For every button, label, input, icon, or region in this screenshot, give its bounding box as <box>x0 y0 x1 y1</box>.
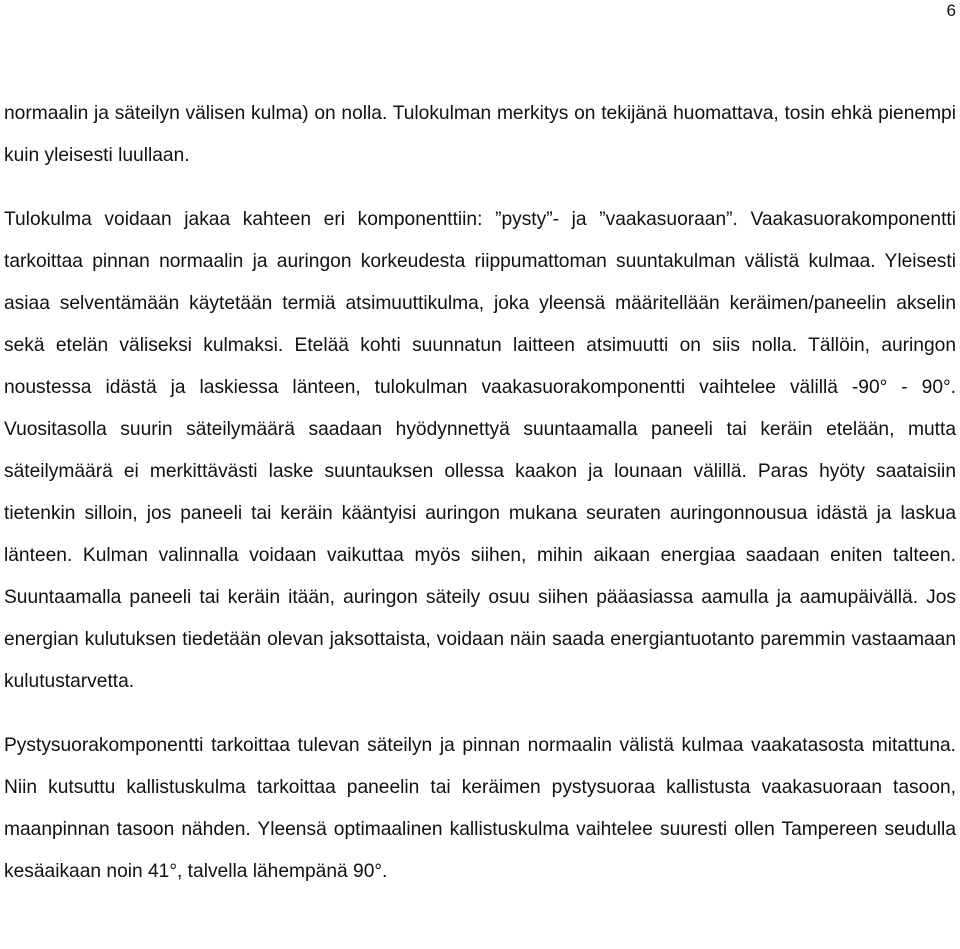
document-body <box>4 93 956 893</box>
paragraph-horizontal-component: Tulokulma voidaan jakaa kahteen eri komponenttiin: ”pysty”- ja ”vaakasuoraan”. Vaakasuorakomponentti tarkoittaa pinnan normaalin ja auringon korkeudesta riippumattoman suuntakulman välistä kulmaa. Yleisesti asiaa selventämään käytetään termiä atsimuuttikulma, joka yleensä määritellään keräimen/paneelin akselin sekä etelän väliseksi kulmaksi. Etelää kohti suunnatun laitteen atsimuutti on siis nolla. Tällöin, auringon noustessa idästä ja laskiessa länteen, tulokulman vaakasuorakomponentti vaihtelee välillä -90° - 90°. Vuositasolla suurin säteilymäärä saadaan hyödynnettyä suuntaamalla paneeli tai keräin etelään, mutta säteilymäärä ei merkittävästi laske suuntauksen ollessa kaakon ja lounaan välillä. Paras hyöty saataisiin tietenkin silloin, jos paneeli tai keräin kääntyisi auringon mukana seuraten auringonnousua idästä ja laskua länteen. Kulman valinnalla voidaan vaikuttaa myös siihen, mihin aikaan energiaa saadaan eniten talteen. Suuntaamalla paneeli tai keräin itään, auringon säteily osuu siihen pääasiassa aamulla ja aamupäivällä. Jos energian kulutuksen tiedetään olevan jaksottaista, voidaan näin saada energiantuotanto paremmin vastaamaan kulutustarvetta. <box>4 209 956 692</box>
paragraph-intro: normaalin ja säteilyn välisen kulma) on nolla. Tulokulman merkitys on tekijänä huomattava, tosin ehkä pienempi kuin yleisesti luullaan. <box>4 103 956 166</box>
paragraph-vertical-component: Pystysuorakomponentti tarkoittaa tulevan säteilyn ja pinnan normaalin välistä kulmaa vaakatasosta mitattuna. Niin kutsuttu kallistuskulma tarkoittaa paneelin tai keräimen pystysuoraa kallistusta vaakasuoraan tasoon, maanpinnan tasoon nähden. Yleensä optimaalinen kallistuskulma vaihtelee suuresti ollen Tampereen seudulla kesäaikaan noin 41°, talvella lähempänä 90°. <box>4 735 956 882</box>
page-number: 6 <box>946 1 956 20</box>
